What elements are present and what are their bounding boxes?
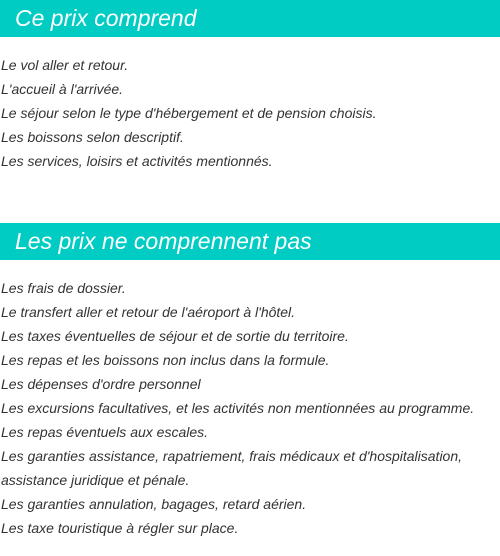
list-item: Les garanties annulation, bagages, retard aérien. (1, 496, 307, 512)
list-item: Les repas et les boissons non inclus dans la formule. (1, 352, 330, 368)
list-item: Les taxe touristique à régler sur place. (1, 520, 239, 536)
list-item: Les taxes éventuelles de séjour et de sortie du territoire. (1, 328, 349, 344)
included-items-list (0, 53, 500, 173)
list-item: L'accueil à l'arrivée. (1, 81, 124, 97)
excluded-items-list (0, 276, 500, 540)
list-item: Les frais de dossier. (1, 280, 126, 296)
included-section-title: Ce prix comprend (0, 0, 500, 37)
excluded-section-title: Les prix ne comprennent pas (0, 223, 500, 260)
list-item: Les dépenses d'ordre personnel (1, 376, 201, 392)
list-item: Le séjour selon le type d'hébergement et de pension choisis. (1, 105, 377, 121)
list-item: Le transfert aller et retour de l'aéroport à l'hôtel. (1, 304, 296, 320)
list-item: Les garanties assistance, rapatriement, frais médicaux et d'hospitalisation, assistance juridique et pénale. (1, 448, 463, 488)
list-item: Les services, loisirs et activités mentionnés. (1, 153, 273, 169)
list-item: Les repas éventuels aux escales. (1, 424, 209, 440)
list-item: Les excursions facultatives, et les activités non mentionnées au programme. (1, 400, 475, 416)
list-item: Le vol aller et retour. (1, 57, 129, 73)
list-item: Les boissons selon descriptif. (1, 129, 184, 145)
